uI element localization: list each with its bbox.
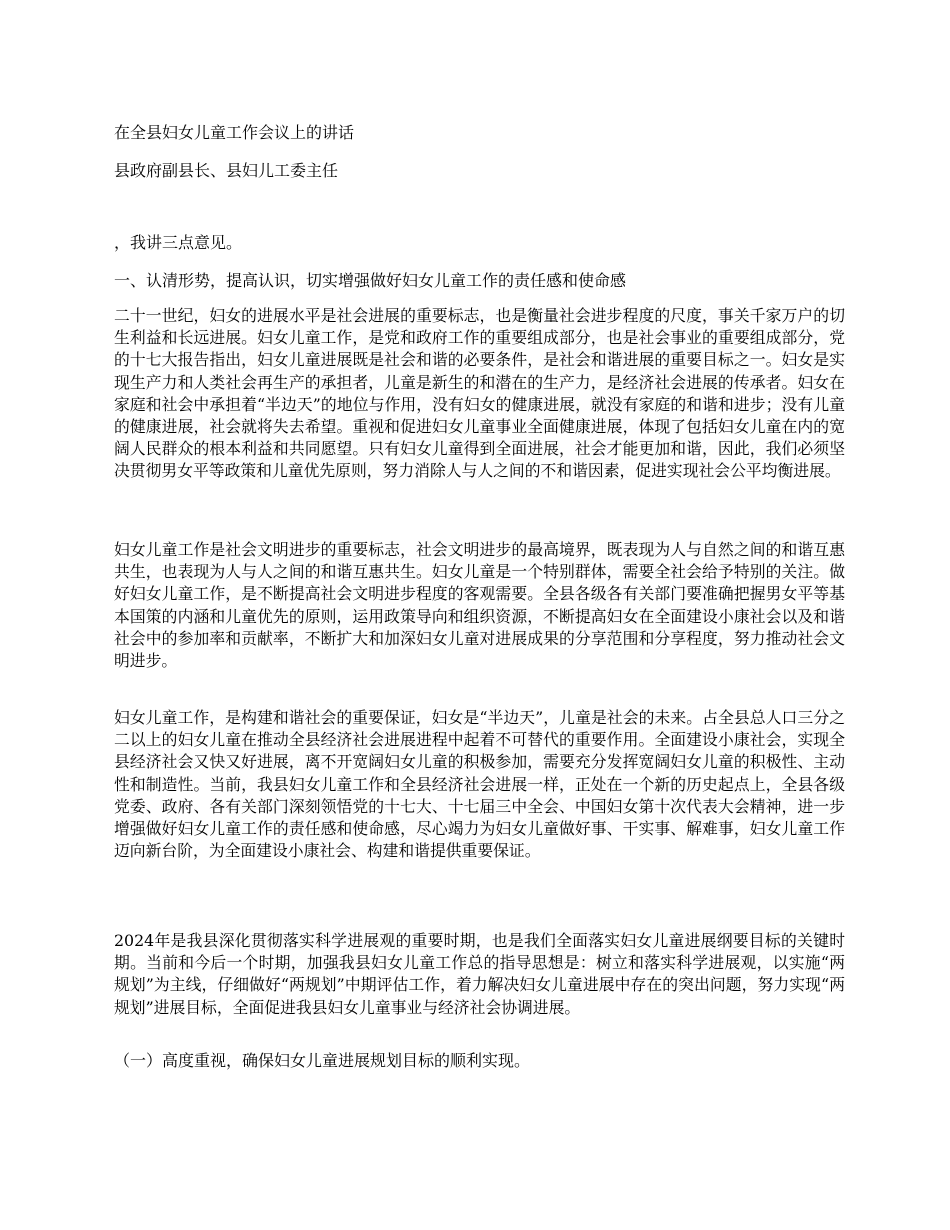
paragraph-4: 2024年是我县深化贯彻落实科学进展观的重要时期，也是我们全面落实妇女儿童进展纲要目标的关键时期。当前和今后一个时期，加强我县妇女儿童工作总的指导思想是：树立和落实科学进展观，以实施“两规划”为主线，仔细做好“两规划”中期评估工作，着力解决妇女儿童进展中存在的突出问题，努力实现“两规划”进展目标，全面促进我县妇女儿童事业与经济社会协调进展。 <box>114 931 845 1017</box>
speech-title: 在全县妇女儿童工作会议上的讲话 <box>114 123 355 142</box>
opening-line: ，我讲三点意见。 <box>114 233 243 252</box>
section-heading: 一、认清形势，提高认识，切实增强做好妇女儿童工作的责任感和使命感 <box>114 271 627 290</box>
paragraph-1: 二十一世纪，妇女的进展水平是社会进展的重要标志，也是衡量社会进步程度的尺度，事关千家万户的切生利益和长远进展。妇女儿童工作，是党和政府工作的重要组成部分，也是社会事业的重要组成部分，党的十七大报告指出，妇女儿童进展既是社会和谐的必要条件，是社会和谐进展的重要目标之一。妇女是实现生产力和人类社会再生产的承担者，儿童是新生的和潜在的生产力，是经济社会进展的传承者。妇女在家庭和社会中承担着“半边天”的地位与作用，没有妇女的健康进展，就没有家庭的和谐和进步；没有儿童的健康进展，社会就将失去希望。重视和促进妇女儿童事业全面健康进展，体现了包括妇女儿童在内的宽阔人民群众的根本利益和共同愿望。只有妇女儿童得到全面进展，社会才能更加和谐，因此，我们必须坚决贯彻男女平等政策和儿童优先原则，努力消除人与人之间的不和谐因素，促进实现社会公平均衡进展。 <box>114 306 845 481</box>
subsection-heading: （一）高度重视，确保妇女儿童进展规划目标的顺利实现。 <box>114 1051 531 1070</box>
paragraph-2: 妇女儿童工作是社会文明进步的重要标志，社会文明进步的最高境界，既表现为人与自然之间的和谐互惠共生，也表现为人与人之间的和谐互惠共生。妇女儿童是一个特别群体，需要全社会给予特别的关注。做好妇女儿童工作，是不断提高社会文明进步程度的客观需要。全县各级各有关部门要准确把握男女平等基本国策的内涵和儿童优先的原则，运用政策导向和组织资源，不断提高妇女在全面建设小康社会以及和谐社会中的参加率和贡献率，不断扩大和加深妇女儿童对进展成果的分享范围和分享程度，努力推动社会文明进步。 <box>114 540 845 671</box>
paragraph-3: 妇女儿童工作，是构建和谐社会的重要保证，妇女是“半边天”，儿童是社会的未来。占全县总人口三分之二以上的妇女儿童在推动全县经济社会进展进程中起着不可替代的重要作用。全面建设小康社会，实现全县经济社会又快又好进展，离不开宽阔妇女儿童的积极参加，需要充分发挥宽阔妇女儿童的积极性、主动性和制造性。当前，我县妇女儿童工作和全县经济社会进展一样，正处在一个新的历史起点上，全县各级党委、政府、各有关部门深刻领悟党的十七大、十七届三中全会、中国妇女第十次代表大会精神，进一步增强做好妇女儿童工作的责任感和使命感，尽心竭力为妇女儿童做好事、干实事、解难事，妇女儿童工作迈向新台阶，为全面建设小康社会、构建和谐提供重要保证。 <box>114 708 845 861</box>
speaker-title: 县政府副县长、县妇儿工委主任 <box>114 161 339 180</box>
